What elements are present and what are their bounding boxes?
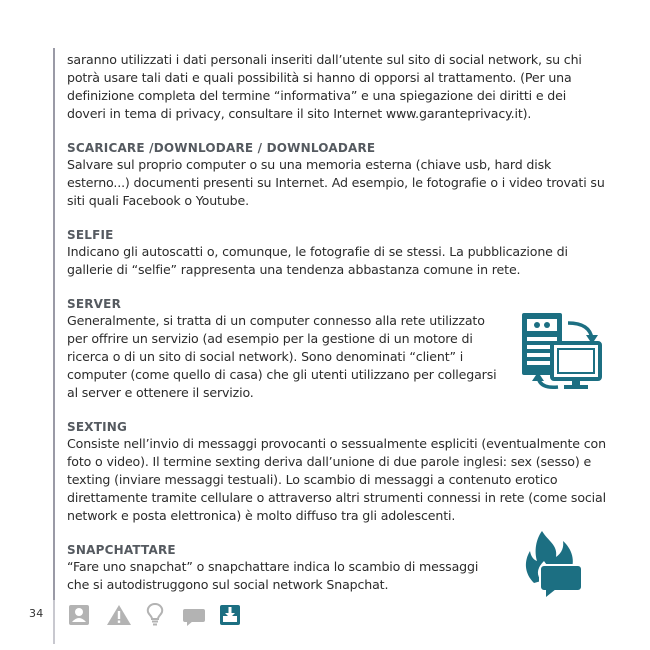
lightbulb-icon[interactable]	[146, 603, 164, 627]
section-heading: SCARICARE /DOWNLODARE / DOWNLOADARE	[67, 141, 376, 155]
flame-chat-icon	[522, 527, 584, 597]
person-icon[interactable]	[68, 603, 90, 627]
section-heading: SEXTING	[67, 420, 128, 434]
server-computer-icon	[518, 311, 602, 395]
margin-rule-bottom	[53, 600, 55, 644]
section-text: “Fare uno snapchat” o snapchattare indica lo scambio di messaggi che si autodistruggono sul social network Snapchat.	[67, 559, 479, 592]
intro-paragraph: saranno utilizzati i dati personali inseriti dall’utente sul sito di social network, su chi potrà usare tali dati e quali possibilità si hanno di opporsi al trattamento. (Per una definizione completa del termine “informativa” e una spiegazione dei diritti e dei doveri in tema di privacy, consultare il sito Internet www.garanteprivacy.it).	[67, 52, 582, 121]
margin-rule	[53, 48, 55, 600]
section-text: Salvare sul proprio computer o su una memoria esterna (chiave usb, hard disk esterno...) documenti presenti su Internet. Ad esempio, le fotografie o i video trovati su siti quali Facebook o Youtube.	[67, 157, 605, 208]
section-heading: SNAPCHATTARE	[67, 543, 176, 557]
section-scaricare	[67, 140, 607, 210]
section-heading: SELFIE	[67, 228, 114, 242]
section-selfie	[67, 227, 607, 279]
section-text: Consiste nell’invio di messaggi provocanti o sessualmente espliciti (eventualmente con foto o video). Il termine sexting deriva dall’unione di due parole inglesi: sex (sesso) e texting (inviare messaggi testuali). Lo scambio di messaggi a contenuto erotico direttamente tramite cellulare o attraverso altri strumenti connessi in rete (come social network e posta elettronica) è molto diffuso tra gli adolescenti.	[67, 436, 606, 523]
page-number: 34	[29, 607, 44, 620]
download-icon[interactable]	[218, 603, 242, 627]
section-heading: SERVER	[67, 297, 122, 311]
chat-bubble-icon[interactable]	[182, 603, 206, 627]
section-sexting	[67, 419, 607, 525]
section-text: Generalmente, si tratta di un computer connesso alla rete utilizzato per offrire un servizio (ad esempio per la gestione di un motore di ricerca o di un sito di social network). Sono denominati “client” i computer (come quello di casa) che gli utenti utilizzano per collegarsi al server e ottenere il servizio.	[67, 313, 497, 400]
warning-icon[interactable]	[106, 603, 132, 627]
section-text: Indicano gli autoscatti o, comunque, le fotografie di se stessi. La pubblicazione di gallerie di “selfie” rappresenta una tendenza abbastanza comune in rete.	[67, 244, 568, 277]
